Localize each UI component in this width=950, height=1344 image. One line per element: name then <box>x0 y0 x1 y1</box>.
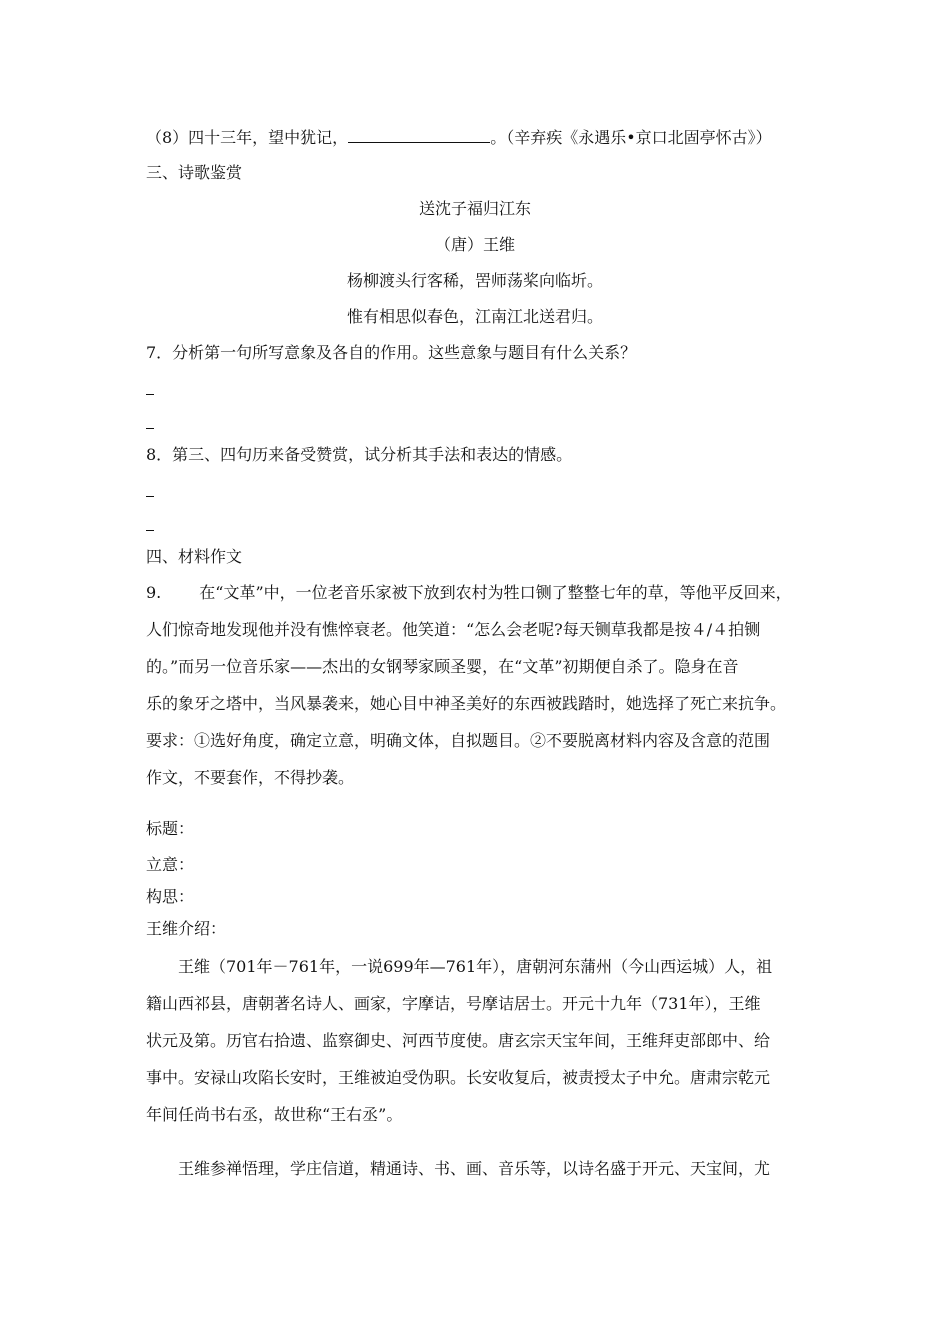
idea-label: 构思： <box>146 887 195 906</box>
question-9-line-1 <box>146 583 792 603</box>
section-4-heading: 四、材料作文 <box>146 547 243 566</box>
intro-p1-line-1: 王维（701年－761年，一说699年—761年），唐朝河东蒲州（今山西运城）人，祖 <box>178 957 773 976</box>
question-9-line-6: 作文，不要套作，不得抄袭。 <box>146 768 355 787</box>
answer-line[interactable] <box>146 496 154 497</box>
question-8-fill-blank <box>146 128 772 148</box>
poem-title: 送沈子福归江东 <box>418 199 531 218</box>
intro-p1-line-3: 状元及第。历官右拾遗、监察御史、河西节度使。唐玄宗天宝年间，王维拜吏部郎中、给 <box>146 1031 771 1050</box>
poem-line-1: 杨柳渡头行客稀，罟师荡桨向临圻。 <box>346 271 603 290</box>
question-9-number: 9. <box>146 583 162 602</box>
answer-line[interactable] <box>146 530 154 531</box>
intro-p1-line-5: 年间任尚书右丞，故世称“王右丞”。 <box>146 1105 403 1124</box>
intro-p2-line-1: 王维参禅悟理，学庄信道，精通诗、书、画、音乐等，以诗名盛于开元、天宝间，尤 <box>178 1159 771 1178</box>
poem-author: （唐）王维 <box>434 235 515 254</box>
answer-blank[interactable] <box>348 128 490 143</box>
poem-line-2: 惟有相思似春色，江南江北送君归。 <box>346 307 603 326</box>
question-7: 7．分析第一句所写意象及各自的作用。这些意象与题目有什么关系？ <box>146 343 637 362</box>
theme-label: 立意： <box>146 855 195 874</box>
fill-prefix: （8）四十三年，望中犹记， <box>146 128 349 147</box>
section-3-heading: 三、诗歌鉴赏 <box>146 163 243 182</box>
fill-suffix: 。（辛弃疾《永遇乐•京口北固亭怀古》） <box>490 128 772 147</box>
question-9-line-2: 人们惊奇地发现他并没有憔悴衰老。他笑道：“怎么会老呢?每天铡草我都是按４/４拍铡 <box>146 620 761 639</box>
question-8: 8．第三、四句历来备受赞赏，试分析其手法和表达的情感。 <box>146 445 573 464</box>
question-9-line-5: 要求：①选好角度，确定立意，明确文体，自拟题目。②不要脱离材料内容及含意的范围 <box>146 731 771 750</box>
answer-line[interactable] <box>146 428 154 429</box>
intro-p1-line-4: 事中。安禄山攻陷长安时，王维被迫受伪职。长安收复后，被责授太子中允。唐肃宗乾元 <box>146 1068 771 1087</box>
question-9-text: 在“文革”中，一位老音乐家被下放到农村为牲口铡了整整七年的草，等他平反回来， <box>199 583 792 602</box>
question-9-line-4: 乐的象牙之塔中，当风暴袭来，她心目中神圣美好的东西被践踏时，她选择了死亡来抗争。 <box>146 694 787 713</box>
intro-label: 王维介绍： <box>146 919 227 938</box>
answer-line[interactable] <box>146 394 154 395</box>
question-9-line-3: 的。”而另一位音乐家——杰出的女钢琴家顾圣婴，在“文革”初期便自杀了。隐身在音 <box>146 657 739 676</box>
intro-p1-line-2: 籍山西祁县，唐朝著名诗人、画家，字摩诘，号摩诘居士。开元十九年（731年），王维 <box>146 994 761 1013</box>
title-label: 标题： <box>146 819 195 838</box>
